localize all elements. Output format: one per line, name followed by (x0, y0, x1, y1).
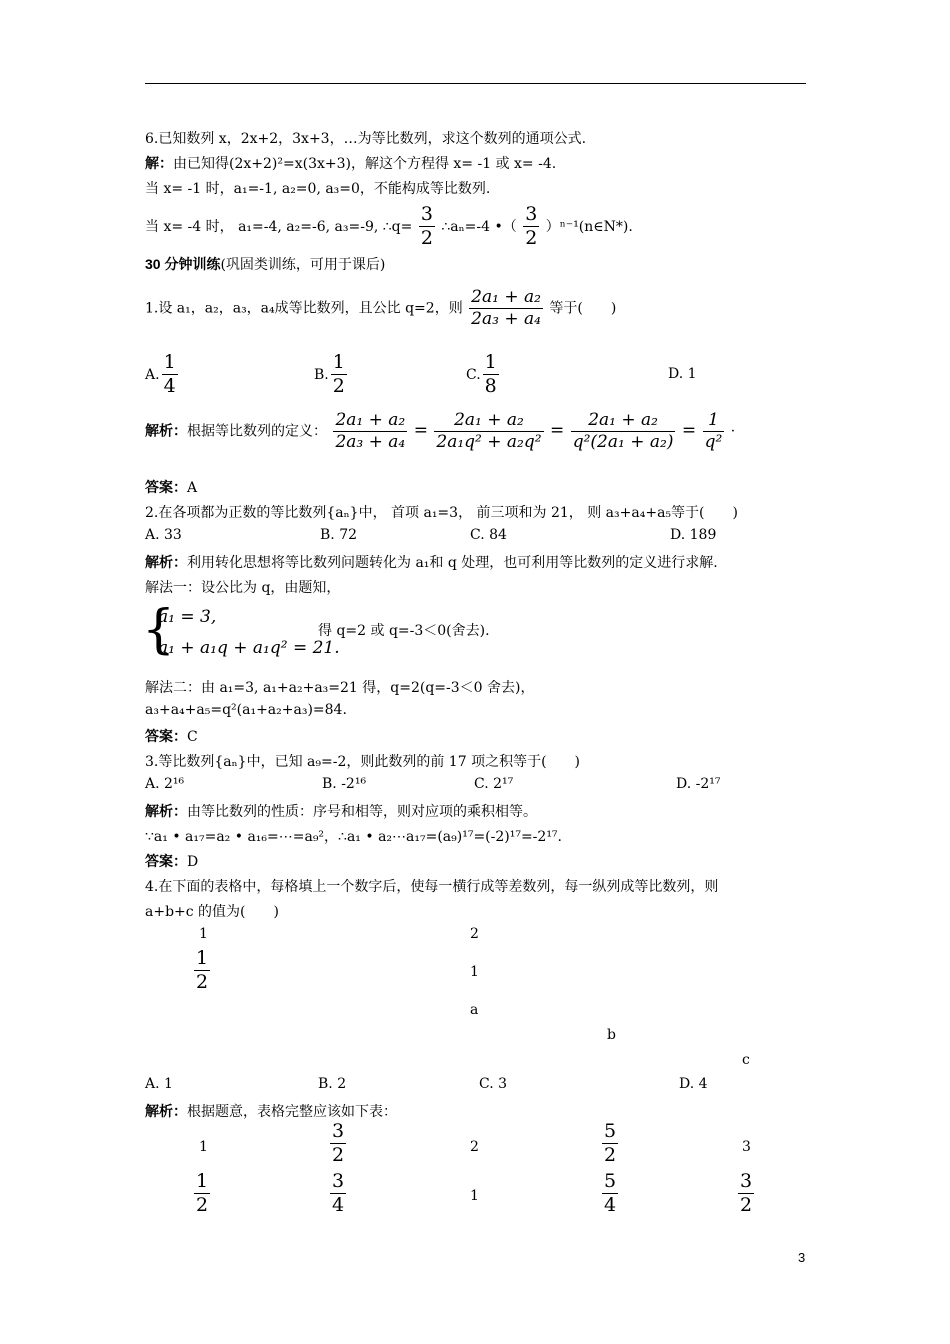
table-r2-c5: $\frac{3}{2}$ (740, 1170, 753, 1216)
table-r1-c4: $\frac{5}{2}$ (604, 1120, 617, 1166)
q1-option-a: A. $\frac{1}{4}$ (145, 351, 176, 397)
question-4-line-2: a+b+c 的值为( ) (145, 904, 279, 920)
q2-option-b: B. 72 (320, 527, 358, 543)
grid-cell-b: b (607, 1027, 616, 1043)
q3-option-b: B. -2¹⁶ (322, 776, 367, 792)
problem-6-solution-1 (145, 153, 556, 173)
q1-answer: 答案：A (145, 480, 198, 496)
q3-option-c: C. 2¹⁷ (474, 776, 514, 792)
q4-option-a: A. 1 (145, 1076, 173, 1092)
section-subtitle: (巩固类训练，可用于课后) (220, 257, 386, 273)
q2-method-2-result: a₃+a₄+a₅=q²(a₁+a₂+a₃)=84. (145, 702, 347, 718)
grid-cell-2: 2 (470, 926, 479, 942)
q2-system-line-1: a₁ = 3, (158, 607, 217, 627)
table-r2-c3: 1 (470, 1188, 479, 1204)
q4-option-b: B. 2 (318, 1076, 347, 1092)
analysis-fraction-2: $\frac{\text{2a₁ + a₂}}{\text{2a₁q² + a₂q²}}$ (436, 410, 542, 452)
analysis-fraction-1: $\frac{\text{2a₁ + a₂}}{\text{2a₃ + a₄}}$ (335, 410, 406, 452)
page-number: 3 (798, 1250, 806, 1265)
analysis-fraction-4: $\frac{1}{\text{q²}}$ (704, 410, 723, 452)
grid-cell-half: $\frac{1}{2}$ (196, 947, 209, 993)
q3-answer: 答案：D (145, 854, 199, 870)
table-r1-c1: 1 (199, 1139, 208, 1155)
q3-analysis: 解析：由等比数列的性质：序号和相等，则对应项的乘积相等。 (145, 804, 537, 820)
q4-option-d: D. 4 (679, 1076, 708, 1092)
table-r2-c4: $\frac{5}{4}$ (604, 1170, 617, 1216)
sol3-part-a: 当 x= -4 时， a₁=-4, a₂=-6, a₃=-9, ∴q= (145, 218, 413, 235)
q1-text: 1.设 a₁，a₂，a₃，a₄成等比数列，且公比 q=2，则 (145, 300, 463, 317)
q1-option-c: C. $\frac{1}{8}$ (466, 351, 497, 397)
question-3: 3.等比数列{aₙ}中，已知 a₉=-2，则此数列的前 17 项之积等于( ) (145, 754, 580, 770)
q3-option-d: D. -2¹⁷ (676, 776, 721, 792)
q2-option-a: A. 33 (145, 527, 182, 543)
q3-analysis-line-2: ∵a₁ • a₁₇=a₂ • a₁₆=⋯=a₉²，∴a₁ • a₂⋯a₁₇=(a₉)¹⁷=(-2)¹⁷=-2¹⁷. (145, 829, 562, 845)
q2-answer: 答案：C (145, 729, 198, 745)
q2-option-c: C. 84 (470, 527, 507, 543)
q1-option-b: B. $\frac{1}{2}$ (314, 351, 345, 397)
header-rule (145, 83, 806, 84)
q2-method-2: 解法二：由 a₁=3, a₁+a₂+a₃=21 得，q=2(q=-3＜0 舍去)， (145, 680, 535, 696)
q1-tail: 等于( ) (549, 300, 617, 317)
fraction-three-halves: $\frac{3}{2}$ (420, 203, 433, 249)
sol3-part-b: ∴aₙ=-4 •（ (441, 218, 517, 235)
grid-cell-c: c (742, 1052, 750, 1068)
analysis-fraction-3: $\frac{\text{2a₁ + a₂}}{\text{q²(2a₁ + a₂)}}$ (572, 410, 674, 452)
q3-option-a: A. 2¹⁶ (145, 776, 185, 792)
q1-option-d: D. 1 (668, 366, 697, 382)
question-4-line-1: 4.在下面的表格中，每格填上一个数字后，使每一横行成等差数列，每一纵列成等比数列，则 (145, 879, 719, 895)
q2-analysis: 解析：利用转化思想将等比数列问题转化为 a₁和 q 处理，也可利用等比数列的定义进行求解. (145, 555, 718, 571)
sol3-part-c: ）ⁿ⁻¹(n∈N*). (545, 218, 633, 235)
table-r2-c2: $\frac{3}{4}$ (332, 1170, 345, 1216)
q2-system-line-2: a₁ + a₁q + a₁q² = 21. (158, 638, 340, 658)
solution-text: 由已知得(2x+2)²=x(3x+3)，解这个方程得 x= -1 或 x= -4. (173, 156, 557, 172)
table-r1-c3: 2 (470, 1139, 479, 1155)
q2-system-result: 得 q=2 或 q=-3＜0(舍去). (318, 623, 490, 639)
grid-cell-a: a (470, 1002, 479, 1018)
problem-6-question: 6.已知数列 x，2x+2，3x+3，…为等比数列，求这个数列的通项公式. (145, 131, 587, 147)
solution-label: 解： (145, 156, 173, 172)
q4-analysis: 解析：根据题意，表格完整应该如下表： (145, 1104, 397, 1120)
question-1 (145, 288, 616, 329)
q1-analysis: 解析：根据等比数列的定义： $\frac{\text{2a₁ + a₂}}{\text{2a₃ + a₄}}$ = $\frac{\text{2a₁ + a₂}}{\text{2a₁q² + a₂q²}}$ = $\frac{\text{2a₁ + a₂}}{\text{q²(2a₁ + a₂)}}$ = $\frac{1}{\text{q²}}$ · (145, 410, 736, 452)
q1-fraction: $\frac{\text{2a₁ + a₂}}{\text{2a₃ + a₄}}$ (471, 287, 541, 329)
section-heading (145, 254, 385, 274)
system-brace: { (142, 600, 176, 660)
section-title: 30 分钟训练 (145, 256, 221, 272)
question-2: 2.在各项都为正数的等比数列{aₙ}中， 首项 a₁=3， 前三项和为 21， 则 a₃+a₄+a₅等于( ) (145, 505, 738, 521)
table-r1-c5: 3 (742, 1139, 751, 1155)
q2-option-d: D. 189 (670, 527, 717, 543)
grid-cell-one: 1 (470, 964, 479, 980)
table-r1-c2: $\frac{3}{2}$ (332, 1120, 345, 1166)
problem-6-solution-3 (145, 204, 633, 250)
grid-cell-1: 1 (199, 926, 208, 942)
fraction-three-halves-2: $\frac{3}{2}$ (525, 203, 538, 249)
q4-option-c: C. 3 (479, 1076, 508, 1092)
q2-method-1: 解法一：设公比为 q，由题知， (145, 580, 341, 596)
problem-6-solution-2: 当 x= -1 时，a₁=-1, a₂=0, a₃=0，不能构成等比数列. (145, 181, 491, 197)
table-r2-c1: $\frac{1}{2}$ (196, 1170, 209, 1216)
